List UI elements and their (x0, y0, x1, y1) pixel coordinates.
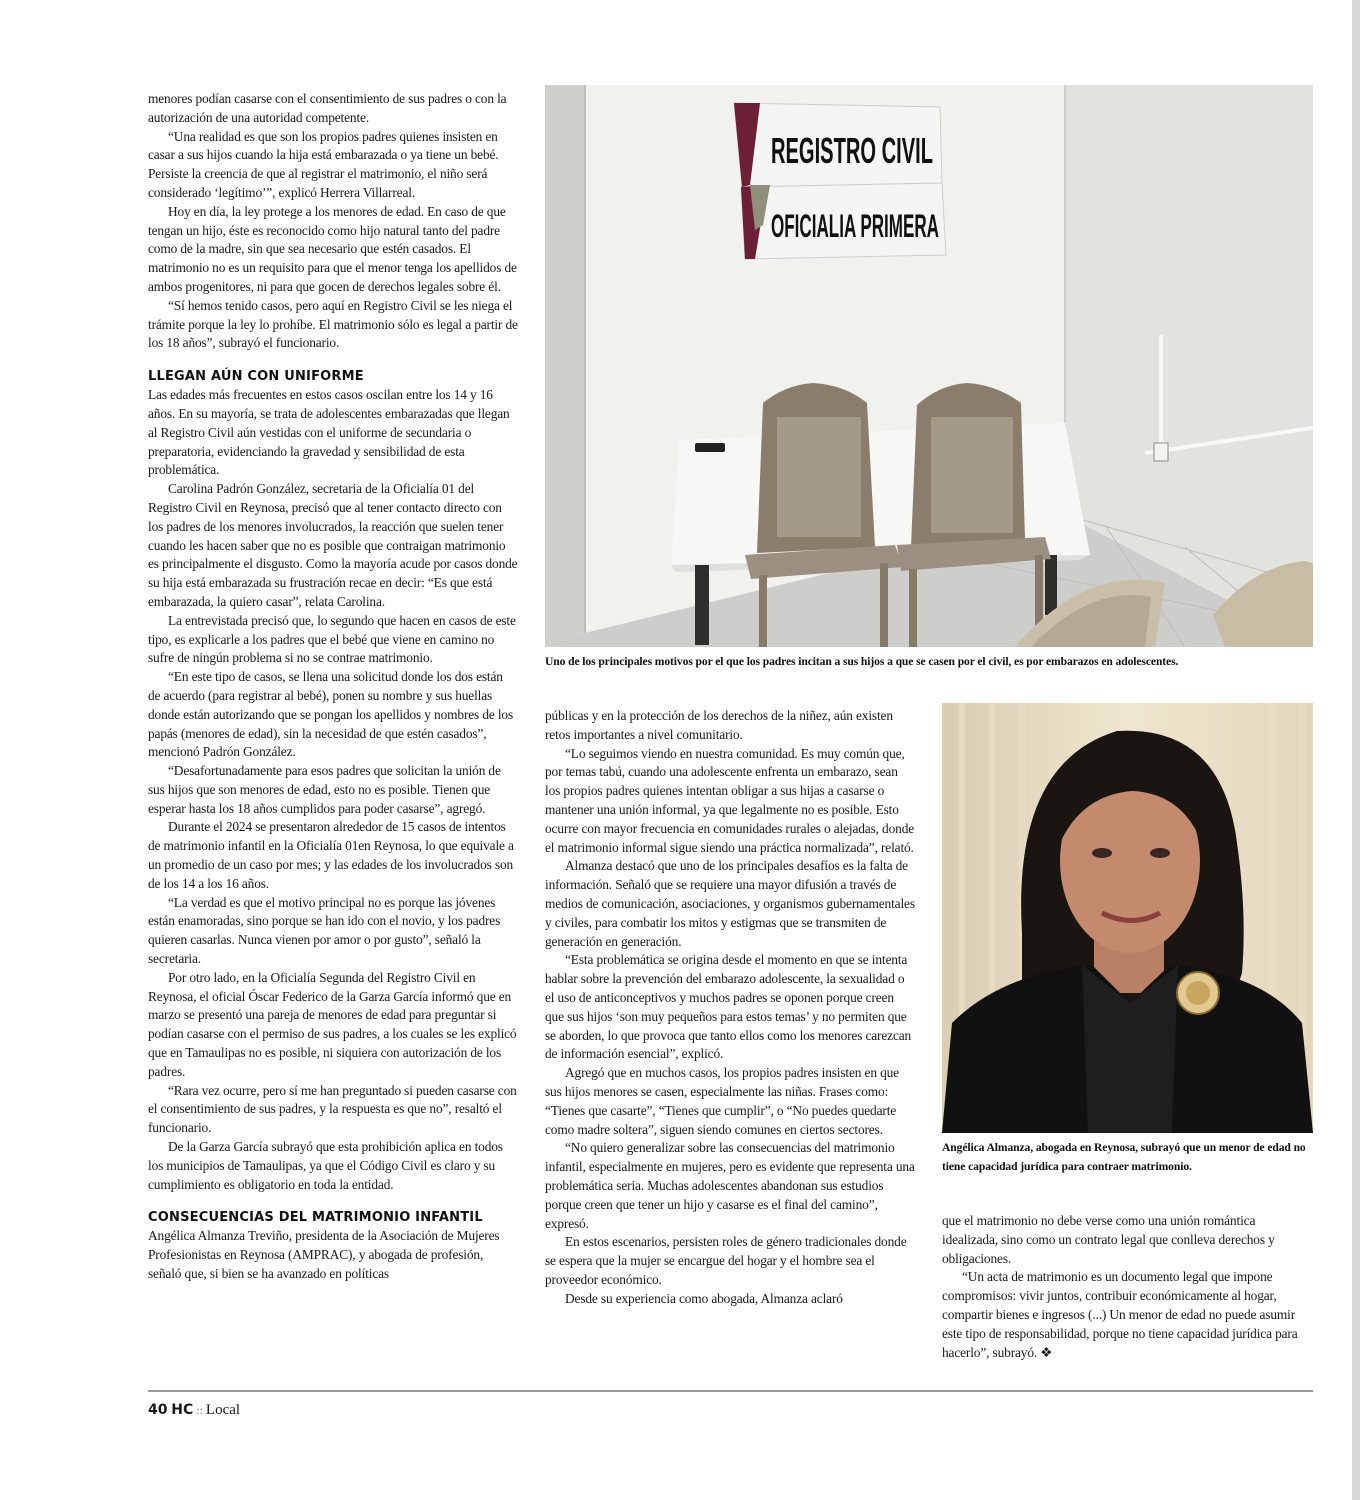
paragraph: “Esta problemática se origina desde el momento en que se intenta hablar sobre la prevención del embarazo adolescente, la sexualidad o el uso de anticonceptivos y muchos padres se oponen porque creen que sus hijos ‘son muy pequeños para estos temas’ y no permiten que se aborden, lo que provoca que tanto ellos como los menores carezcan de información esencial”, explicó. (545, 952, 912, 1062)
paragraph: públicas y en la protección de los derechos de la niñez, aún existen retos importantes a nivel comunitario. (545, 708, 893, 742)
paragraph: “Rara vez ocurre, pero sí me han preguntado si pueden casarse con el consentimiento de sus padres, y la respuesta es que no”, resaltó el funcionario. (148, 1082, 517, 1136)
paragraph: “La verdad es que el motivo principal no es porque las jóvenes están enamoradas, sino porque se han ido con el novio, y los padres quieren casarlas. Nunca vienen por amor o por gusto”, señaló la secretaria. (148, 894, 501, 967)
paragraph: “Sí hemos tenido casos, pero aquí en Registro Civil se les niega el trámite porque la ley lo prohíbe. El matrimonio sólo es legal a partir de los 18 años”, subrayó el funcionario. (148, 297, 518, 351)
registro-civil-photo (545, 85, 1313, 647)
paragraph: “Lo seguimos viendo en nuestra comunidad. Es muy común que, por temas tabú, cuando una adolescente enfrenta un embarazo, sean los propios padres quienes intentan obligar a sus hijas a casarse o mantener una unión informal, ya que legalmente no es posible. Esto ocurre con mayor frecuencia en comunidades rurales o alejadas, donde el matrimonio informal sigue siendo una práctica normalizada”, relató. (545, 745, 915, 855)
paragraph: “Desafortunadamente para esos padres que solicitan la unión de sus hijos que son menores de edad, esto no es posible. Tienen que esperar hasta los 18 años cumplidos para poder casarse”, agregó. (148, 763, 501, 816)
paragraph: “No quiero generalizar sobre las consecuencias del matrimonio infantil, especialmente en mujeres, pero es evidente que representa una problemática seria. Muchas adolescentes abandonan sus estudios porque creen que tener un hijo y casarse es el final del camino”, expresó. (545, 1140, 915, 1231)
page-edge (1352, 0, 1360, 1500)
paragraph: que el matrimonio no debe verse como una unión romántica idealizada, sino como un contrato legal que conlleva derechos y obligaciones. (942, 1213, 1275, 1266)
paragraph: Por otro lado, en la Oficialía Segunda del Registro Civil en Reynosa, el oficial Óscar Federico de la Garza García informó que en marzo se presentó una pareja de menores de edad para preguntar si podían casarse con el permiso de sus padres, a los cuales se les explicó que en Tamaulipas no es posible, ni siquiera con autorización de los padres. (148, 969, 517, 1079)
page-footer (148, 1400, 240, 1420)
footer-separator: :: (196, 1403, 203, 1417)
magazine-name: HC (171, 1402, 194, 1418)
sign-text-registro-civil: REGISTRO CIVIL (771, 130, 933, 171)
article-column-2 (545, 707, 915, 1309)
paragraph: Desde su experiencia como abogada, Almanza aclaró (565, 1290, 843, 1306)
paragraph: De la Garza García subrayó que esta prohibición aplica en todos los municipios de Tamaulipas, ya que el Código Civil es claro y su cumplimiento es obligatorio en toda la entidad. (148, 1139, 503, 1192)
paragraph: La entrevistada precisó que, lo segundo que hacen en casos de este tipo, es explicarle a los padres que el bebé que viene en camino no sufre de ningún problema si no se contrae matrimonio. (148, 612, 516, 666)
paragraph: Agregó que en muchos casos, los propios padres insisten en que sus hijos menores se casen, especialmente las niñas. Frases como: “Tienes que casarte”, “Tienes que cumplir”, o “No puedes quedarte como madre soltera”, siguen siendo comunes en ciertos sectores. (545, 1065, 899, 1137)
paragraph: “Una realidad es que son los propios padres quienes insisten en casar a sus hijos cuando la hija está embarazada o ya tiene un bebé. Persiste la creencia de que al registrar el matrimonio, el niño será considerado ‘legítimo’”, explicó Herrera Villarreal. (148, 128, 499, 200)
page-number: 40 (148, 1402, 168, 1418)
subheading-uniforme: LLEGAN AÚN CON UNIFORME (148, 369, 364, 385)
section-name: Local (205, 1402, 241, 1418)
paragraph: Las edades más frecuentes en estos casos oscilan entre los 14 y 16 años. En su mayoría, se trata de adolescentes embarazadas que llegan al Registro Civil aún vestidas con el uniforme de secundaria o preparatoria, evidenciando la gravedad y sensibilidad de esta problemática. (148, 387, 510, 478)
paragraph: En estos escenarios, persisten roles de género tradicionales donde se espera que la mujer se encargue del hogar y el hombre sea el proveedor económico. (545, 1234, 907, 1287)
paragraph: Angélica Almanza Treviño, presidenta de la Asociación de Mujeres Profesionistas en Reynosa (AMPRAC), y abogada de profesión, señaló que, si bien se ha avanzado en políticas (148, 1228, 500, 1282)
article-column-1 (148, 90, 518, 1284)
paragraph: “En este tipo de casos, se llena una solicitud donde los dos están de acuerdo (para registrar al bebé), ponen su nombre y sus huellas donde están autorizando que se pongan los apellidos y nombres de los papás (menores de edad), sin la necesidad de que estén casados”, mencionó Padrón González. (148, 669, 514, 760)
paragraph: Carolina Padrón González, secretaria de la Oficialía 01 del Registro Civil en Reynosa, precisó que al tener contacto directo con los padres de los menores involucrados, la reacción que suelen tener cuando les hacen saber que no es posible que contraigan matrimonio es principalmente el disgusto. Como la mayoría acude por casos donde su hija está embarazada su frustración recae en decir: “Es que está embarazada, la quiero casar”, relata Carolina. (148, 481, 518, 609)
paragraph: Durante el 2024 se presentaron alrededor de 15 casos de intentos de matrimonio infantil en la Oficialía 01en Reynosa, lo que equivale a un promedio de un caso por mes; y las edades de los involucrados son de los 14 a los 16 años. (148, 819, 514, 891)
photo-caption-portrait: Angélica Almanza, abogada en Reynosa, subrayó que un menor de edad no tiene capacidad jurídica para contraer matrimonio. (942, 1141, 1306, 1173)
paragraph: Almanza destacó que uno de los principales desafíos es la falta de información. Señaló que se requiere una mayor difusión a través de medios de comunicación, asociaciones, y organismos gubernamentales y civiles, para combatir los mitos y estigmas que se transmiten de generación en generación. (545, 858, 915, 949)
article-column-3 (942, 1212, 1312, 1362)
portrait-photo (942, 703, 1313, 1133)
paragraph: Hoy en día, la ley protege a los menores de edad. En caso de que tengan un hijo, éste es reconocido como hijo natural tanto del padre como de la madre, sin que sea necesario que estén casados. El matrimonio no es un requisito para que el menor tenga los apellidos de ambos progenitores, ni para que gocen de derechos legales sobre él. (148, 203, 517, 294)
subheading-consecuencias: CONSECUENCIAS DEL MATRIMONIO INFANTIL (148, 1210, 483, 1226)
photo-caption-registro-civil: Uno de los principales motivos por el que los padres incitan a sus hijos a que se casen por el civil, es por embarazos en adolescentes. (545, 655, 1179, 668)
sign-text-oficialia-primera: OFICIALIA PRIMERA (771, 208, 939, 244)
footer-divider (148, 1390, 1313, 1392)
paragraph: menores podían casarse con el consentimiento de sus padres o con la autorización de una autoridad competente. (148, 91, 507, 125)
paragraph: “Un acta de matrimonio es un documento legal que impone compromisos: vivir juntos, contribuir económicamente al hogar, compartir bienes e ingresos (...) Un menor de edad no puede asumir este tipo de responsabilidad, porque no tiene capacidad jurídica para hacerlo”, subrayó. ❖ (942, 1269, 1298, 1360)
